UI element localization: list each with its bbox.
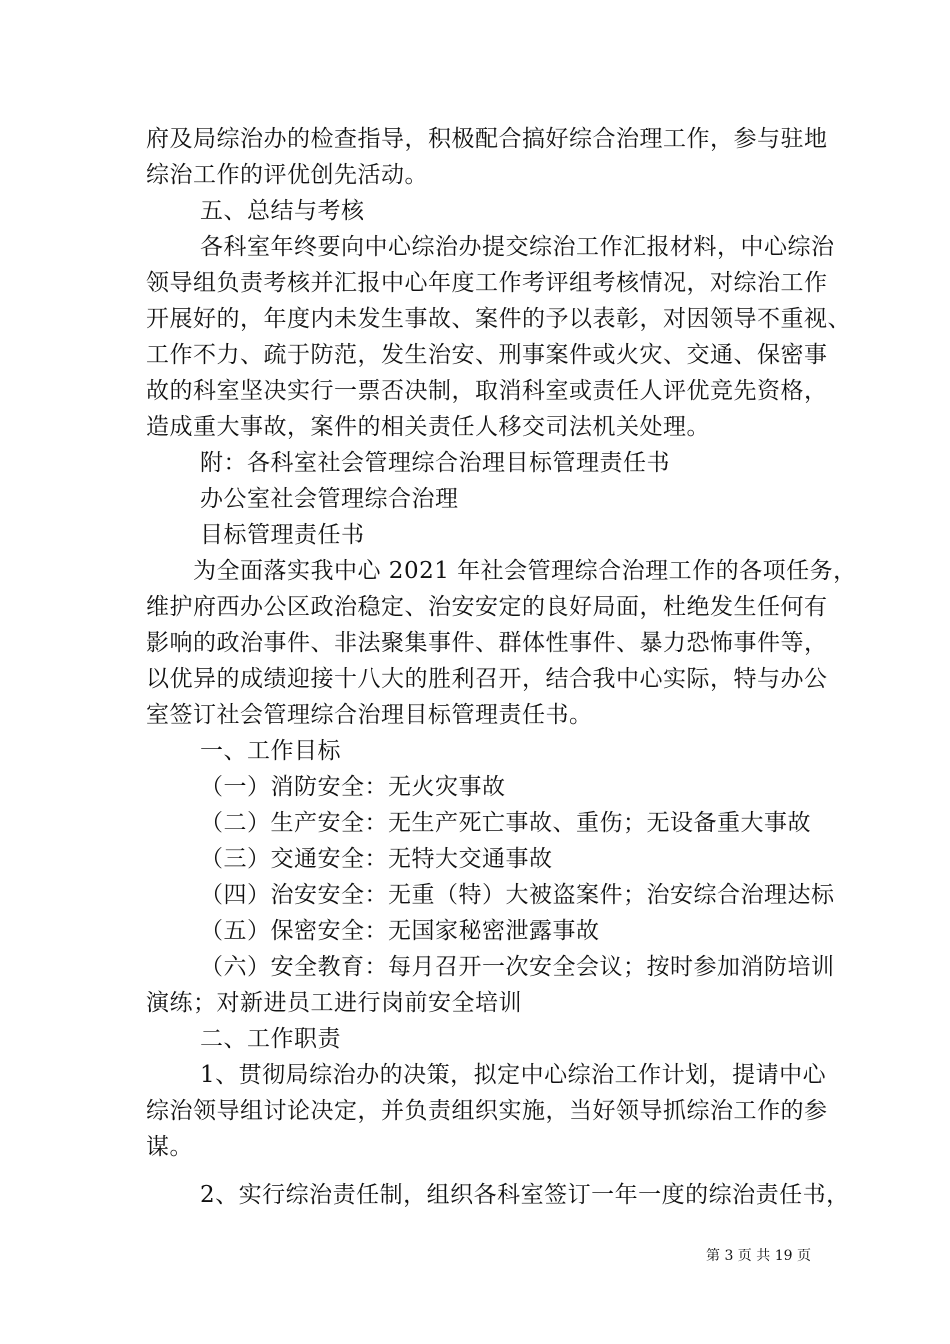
paragraph-line: 各科室年终要向中心综治办提交综治工作汇报材料，中心综治 [200, 234, 835, 260]
paragraph-line: 影响的政治事件、非法聚集事件、群体性事件、暴力恐怖事件等， [146, 630, 828, 656]
goal-item: （五）保密安全：无国家秘密泄露事故 [200, 918, 600, 944]
paragraph-line: 以优异的成绩迎接十八大的胜利召开，结合我中心实际，特与办公 [146, 666, 828, 692]
attachment-title-line: 目标管理责任书 [200, 522, 365, 548]
paragraph-line: 维护府西办公区政治稳定、治安安定的良好局面，杜绝发生任何有 [146, 594, 828, 620]
goal-item: （一）消防安全：无火灾事故 [200, 774, 506, 800]
paragraph-line: 为全面落实我中心 2021 年社会管理综合治理工作的各项任务， [193, 558, 857, 584]
paragraph-line: 综治工作的评优创先活动。 [146, 162, 428, 188]
section-heading: 五、总结与考核 [200, 198, 365, 224]
duty-item: 1、贯彻局综治办的决策，拟定中心综治工作计划，提请中心 [200, 1062, 827, 1088]
goal-item: （二）生产安全：无生产死亡事故、重伤；无设备重大事故 [200, 810, 811, 836]
paragraph-line: 造成重大事故，案件的相关责任人移交司法机关处理。 [146, 414, 710, 440]
duty-item: 2、实行综治责任制，组织各科室签订一年一度的综治责任书， [200, 1182, 850, 1208]
goal-item: （六）安全教育：每月召开一次安全会议；按时参加消防培训 [200, 954, 835, 980]
goal-item: （三）交通安全：无特大交通事故 [200, 846, 553, 872]
attachment-title-line: 办公室社会管理综合治理 [200, 486, 459, 512]
goal-item: （四）治安安全：无重（特）大被盗案件；治安综合治理达标 [200, 882, 835, 908]
section-heading: 二、工作职责 [200, 1026, 341, 1052]
attachment-line: 附：各科室社会管理综合治理目标管理责任书 [200, 450, 670, 476]
paragraph-line: 领导组负责考核并汇报中心年度工作考评组考核情况，对综治工作 [146, 270, 828, 296]
goal-item-continuation: 演练；对新进员工进行岗前安全培训 [146, 990, 522, 1016]
paragraph-line: 故的科室坚决实行一票否决制，取消科室或责任人评优竞先资格， [146, 378, 828, 404]
duty-item-continuation: 谋。 [146, 1134, 193, 1160]
paragraph-line: 工作不力、疏于防范，发生治安、刑事案件或火灾、交通、保密事 [146, 342, 828, 368]
section-heading: 一、工作目标 [200, 738, 341, 764]
paragraph-line: 室签订社会管理综合治理目标管理责任书。 [146, 702, 593, 728]
page-number-footer: 第 3 页 共 19 页 [706, 1248, 811, 1264]
duty-item-continuation: 综治领导组讨论决定，并负责组织实施，当好领导抓综治工作的参 [146, 1098, 828, 1124]
paragraph-line: 开展好的，年度内未发生事故、案件的予以表彰，对因领导不重视、 [146, 306, 851, 332]
paragraph-line: 府及局综治办的检查指导，积极配合搞好综合治理工作，参与驻地 [146, 126, 828, 152]
